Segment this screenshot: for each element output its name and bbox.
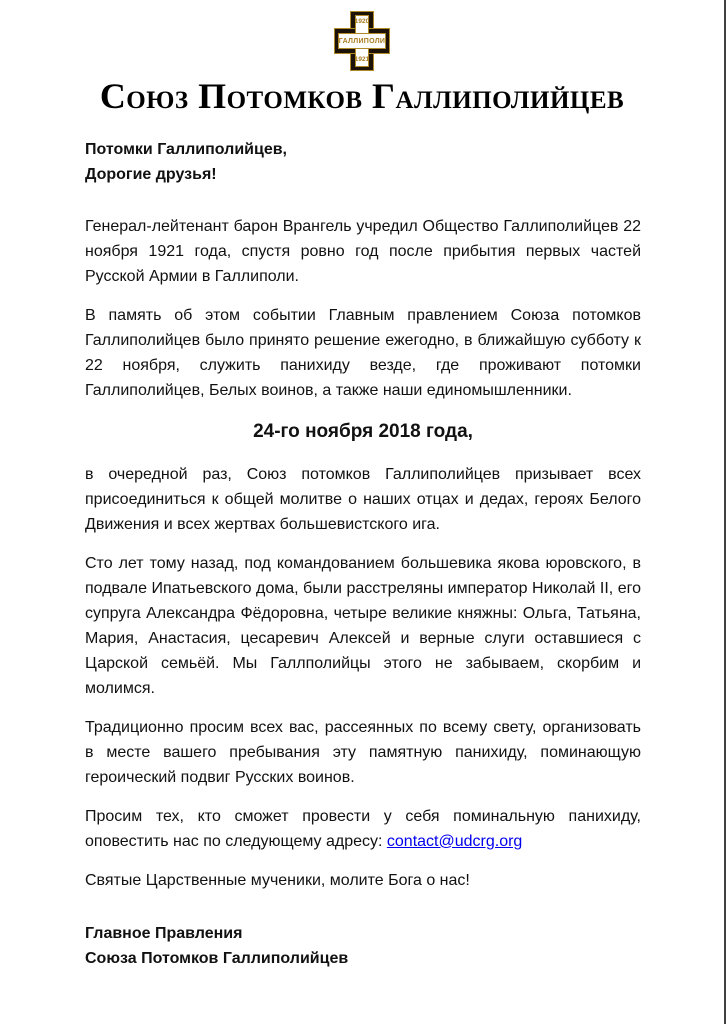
closing-invocation: Святые Царственные мученики, молите Бога о нас!	[85, 871, 470, 889]
letter-body	[0, 137, 724, 971]
date-heading: 24-го ноября 2018 года,	[253, 420, 473, 442]
salutation-line-1: Потомки Галлиполийцев,	[85, 140, 287, 158]
emblem-year-top: 1920	[354, 18, 370, 25]
signature-line-1: Главное Правления	[85, 924, 243, 942]
signature-line-2: Союза Потомков Галлиполийцев	[85, 949, 349, 967]
salutation	[85, 137, 641, 187]
signature-block	[85, 921, 641, 971]
paragraph-tradition: В память об этом событии Главным правлением Союза потомков Галлиполийцев было принято решение ежегодно, в ближайшую субботу к 22 ноября, служить панихиду везде, где проживают потомки Галлиполийцев, Белых воинов, а также наши единомышленники.	[85, 306, 641, 399]
salutation-line-2: Дорогие друзья!	[85, 165, 217, 183]
emblem-year-bottom: 1921	[354, 55, 370, 63]
paragraph-romanov-memorial: Сто лет тому назад, под командованием большевика якова юровского, в подвале Ипатьевского дома, были расстреляны император Николай II, его супруга Александра Фёдоровна, четыре великие княжны: Ольга, Татьяна, Мария, Анастасия, цесаревич Алексей и верные слуги оставшиеся с Царской семьёй. Мы Галлполийцы этого не забываем, скорбим и молимся.	[85, 554, 641, 697]
page-title: Союз Потомков Галлиполийцев	[99, 76, 625, 116]
contact-text: Просим тех, кто сможет провести у себя поминальную панихиду, оповестить нас по следующему адресу:	[85, 807, 641, 850]
paragraph-founding: Генерал-лейтенант барон Врангель учредил Общество Галлиполийцев 22 ноября 1921 года, спустя ровно год после прибытия первых частей Русской Армии в Галлиполи.	[85, 217, 641, 285]
paragraph-contact	[85, 804, 641, 854]
paragraph-organize-panikhida: Традиционно просим всех вас, рассеянных по всему свету, организовать в месте вашего пребывания эту памятную панихиду, поминающую героический подвиг Русских воинов.	[85, 718, 641, 786]
gallipoli-cross-emblem	[334, 11, 390, 71]
contact-email-link[interactable]: contact@udcrg.org	[386, 832, 523, 850]
emblem-name: ГАЛЛИПОЛИ	[338, 38, 386, 45]
paragraph-call-to-prayer: в очередной раз, Союз потомков Галлиполийцев призывает всех присоединиться к общей молитве о наших отцах и дедах, героях Белого Движения и всех жертвах большевистского ига.	[85, 465, 641, 533]
